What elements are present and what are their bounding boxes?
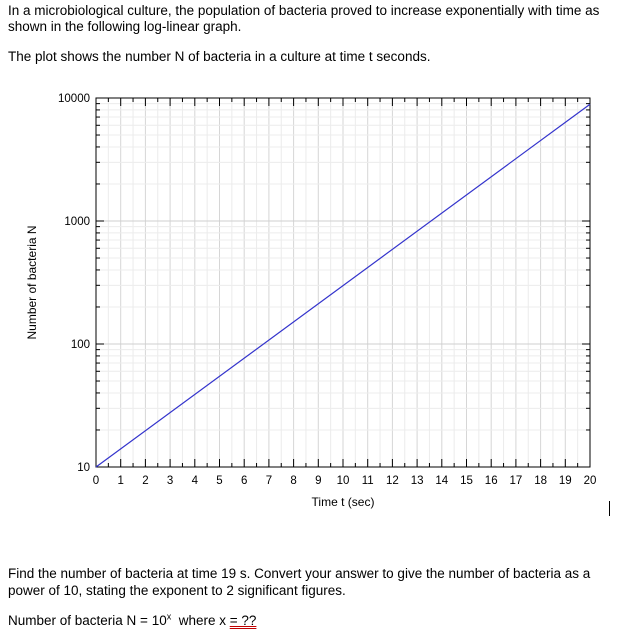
- y-tick-label: 100: [70, 339, 90, 351]
- x-axis-ticks: [93, 98, 597, 487]
- x-tick-label: 15: [460, 475, 473, 487]
- bacteria-growth-chart: [0, 80, 625, 520]
- x-tick-label: 3: [166, 475, 174, 487]
- y-tick-label: 1000: [64, 216, 90, 228]
- y-axis-ticks: [58, 93, 590, 474]
- y-axis-label: Number of bacteria N: [25, 225, 39, 340]
- answer-value[interactable]: = ??: [229, 613, 257, 628]
- x-tick-label: 10: [336, 475, 350, 487]
- x-tick-label: 7: [265, 475, 273, 487]
- x-tick-label: 2: [142, 475, 149, 487]
- answer-line: [8, 613, 256, 629]
- x-tick-label: 19: [558, 475, 572, 487]
- intro-text: In a microbiological culture, the population of bacteria proved to increase exponentially with time as shown in the following log-linear graph.: [8, 3, 600, 34]
- plot-description: The plot shows the number N of bacteria in a culture at time t seconds.: [8, 49, 431, 64]
- y-tick-label: 10000: [58, 93, 90, 105]
- x-tick-label: 5: [216, 475, 223, 487]
- answer-exponent: x: [166, 611, 172, 622]
- x-tick-label: 12: [386, 475, 399, 487]
- question-text: Find the number of bacteria at time 19 s. Convert your answer to give the number of bacteria as a power of 10, stating the exponent to 2 significant figures.: [8, 566, 591, 598]
- x-tick-label: 17: [509, 475, 523, 487]
- x-tick-label: 11: [361, 475, 374, 487]
- x-tick-label: 6: [240, 475, 248, 487]
- x-tick-label: 1: [117, 475, 124, 487]
- answer-prefix: Number of bacteria N = 10: [8, 613, 167, 628]
- x-tick-label: 0: [92, 475, 100, 487]
- text-cursor: [609, 501, 610, 516]
- x-tick-label: 14: [435, 475, 449, 487]
- x-tick-label: 16: [484, 475, 498, 487]
- x-tick-label: 18: [534, 475, 547, 487]
- x-tick-label: 9: [315, 475, 322, 487]
- x-tick-label: 8: [290, 475, 297, 487]
- chart-grid: [96, 98, 590, 467]
- x-axis-label: Time t (sec): [311, 495, 375, 509]
- x-tick-label: 13: [410, 475, 424, 487]
- y-tick-label: 10: [77, 462, 90, 474]
- answer-middle: where x: [171, 613, 230, 628]
- x-tick-label: 20: [583, 475, 597, 487]
- x-tick-label: 4: [191, 475, 199, 487]
